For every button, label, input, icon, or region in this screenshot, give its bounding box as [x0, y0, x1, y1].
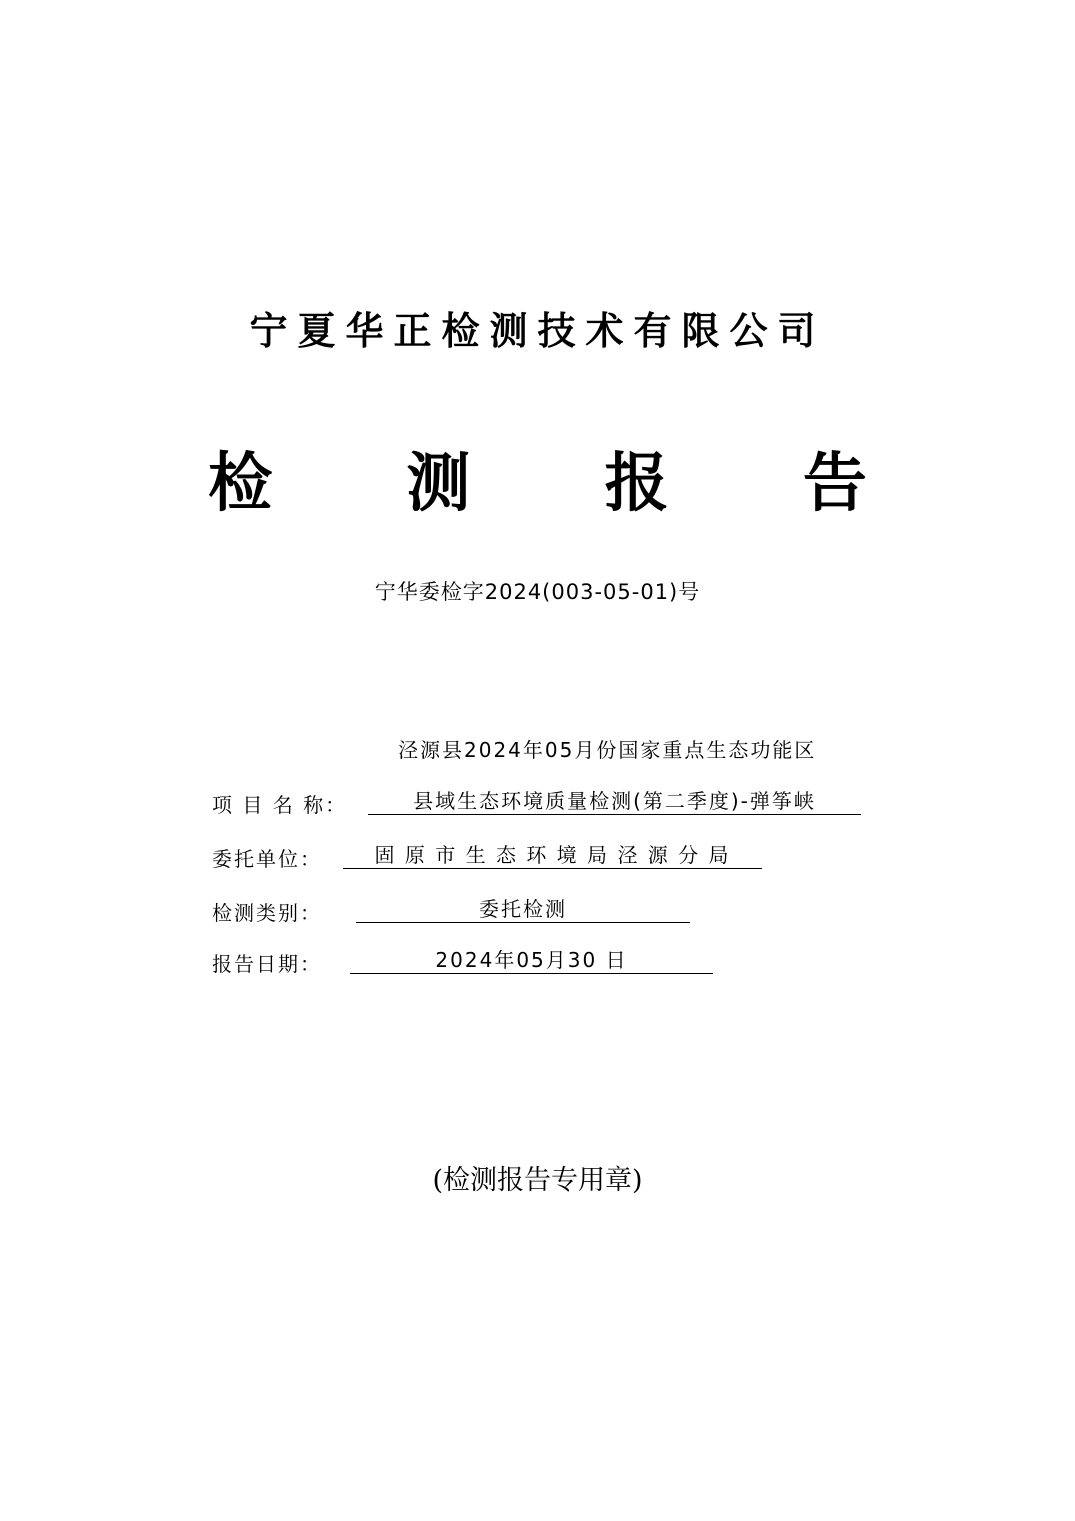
test-type-label: 检测类别：: [212, 901, 322, 925]
project-name-value-line2: 县域生态环境质量检测(第二季度)-弹筝峡: [368, 789, 861, 815]
project-name-label: 项 目 名 称：: [212, 793, 348, 817]
client-label: 委托单位：: [212, 847, 322, 871]
seal-placeholder-text: (检测报告专用章): [432, 1165, 643, 1196]
company-name: 宁夏华正检测技术有限公司: [249, 308, 826, 353]
test-type-value: 委托检测: [356, 897, 690, 923]
report-title: 检 测 报 告: [208, 446, 923, 521]
project-name-value-line1: 泾源县2024年05月份国家重点生态功能区: [398, 738, 817, 762]
report-date-label: 报告日期：: [212, 952, 322, 976]
report-date-value: 2024年05月30 日: [350, 948, 713, 974]
client-value: 固 原 市 生 态 环 境 局 泾 源 分 局: [343, 843, 762, 869]
document-number: 宁华委检字2024(003-05-01)号: [374, 580, 701, 604]
